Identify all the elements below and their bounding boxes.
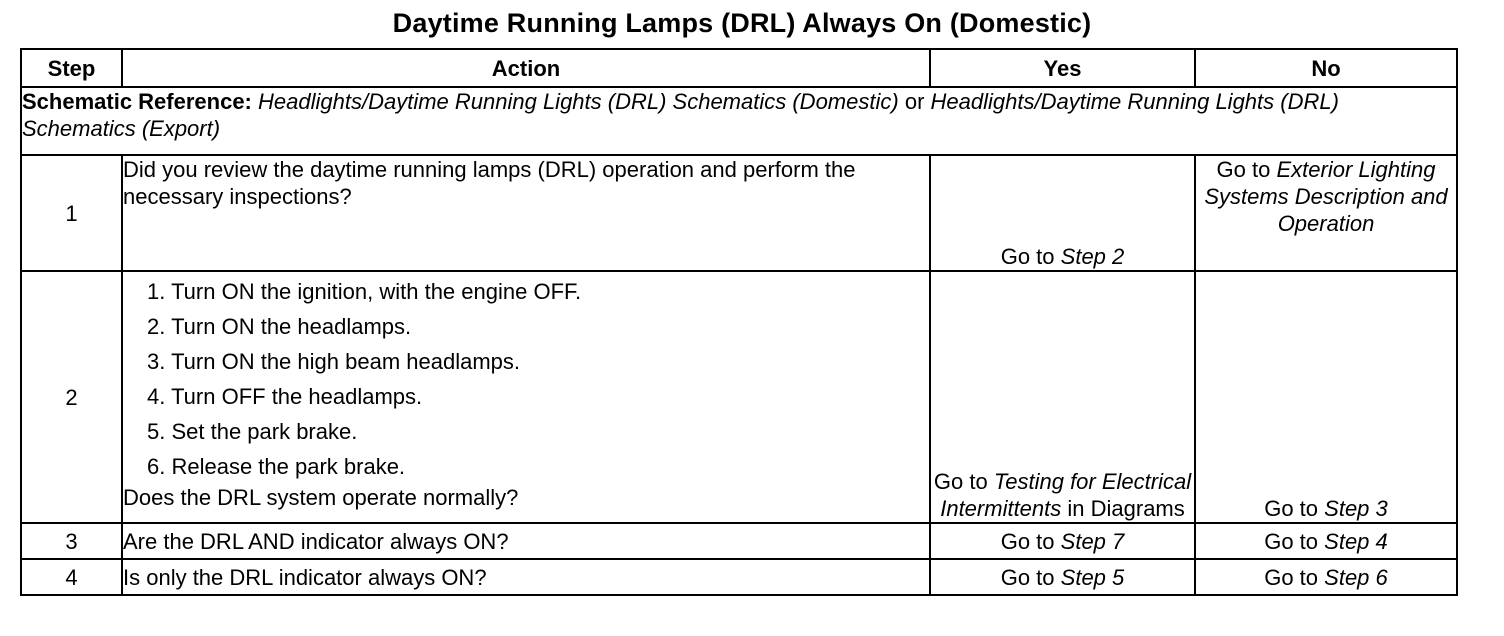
no-prefix: Go to [1216,157,1271,182]
schematic-reference-cell [21,87,1457,155]
no-cell [1195,523,1457,559]
table-row [21,155,1457,271]
yes-target-link[interactable]: Testing for Electrical Intermittents [940,469,1192,521]
schematic-reference-label: Schematic Reference: [22,89,252,114]
schematic-reference-link-domestic[interactable]: Headlights/Daytime Running Lights (DRL) Schematics (Domestic) [258,89,899,114]
header-yes: Yes [930,49,1195,87]
no-cell [1195,271,1457,523]
table-header-row [21,49,1457,87]
procedure-item: 6. Release the park brake. [147,454,406,479]
procedure-item: 4. Turn OFF the headlamps. [147,384,423,409]
yes-target-link[interactable]: Step 5 [1060,564,1125,590]
no-target-link[interactable]: Step 3 [1324,496,1388,521]
schematic-reference-link-export[interactable]: Headlights/Daytime Running Lights (DRL) Schematics (Export) [22,89,1339,141]
no-target-link[interactable]: Step 4 [1324,528,1388,554]
procedure-item: 2. Turn ON the headlamps. [147,314,412,339]
yes-cell [930,559,1195,595]
procedure-item: 3. Turn ON the high beam headlamps. [147,349,520,374]
yes-prefix: Go to [1000,564,1055,590]
table-row [21,271,1457,523]
action-question: Did you review the daytime running lamps (DRL) operation and perform the necessary inspections? [123,157,856,209]
page-title: Daytime Running Lamps (DRL) Always On (Domestic) [392,8,1092,38]
yes-cell [930,155,1195,271]
schematic-reference-row [21,87,1457,155]
step-number: 3 [21,523,122,559]
no-cell [1195,155,1457,271]
yes-target-link[interactable]: Step 7 [1060,528,1125,554]
header-action: Action [122,49,930,87]
schematic-reference-connector: or [904,89,925,114]
step-number: 2 [21,271,122,523]
yes-target-link[interactable]: Step 2 [1060,244,1125,269]
yes-prefix: Go to [1000,244,1055,269]
header-step: Step [21,49,122,87]
yes-prefix: Go to [933,469,988,494]
diagnostic-table [20,48,1458,596]
yes-cell [930,271,1195,523]
procedure-item: 5. Set the park brake. [147,419,358,444]
action-question: Are the DRL AND indicator always ON? [123,528,509,554]
action-question: Is only the DRL indicator always ON? [123,564,487,590]
procedure-list [123,274,929,484]
yes-suffix: in Diagrams [1067,496,1185,521]
table-row [21,559,1457,595]
step-number: 1 [21,155,122,271]
no-prefix: Go to [1264,528,1319,554]
no-prefix: Go to [1264,564,1319,590]
action-cell [122,559,930,595]
action-cell [122,271,930,523]
table-row [21,523,1457,559]
no-target-link[interactable]: Step 6 [1324,564,1388,590]
step-number: 4 [21,559,122,595]
action-cell [122,523,930,559]
action-question: Does the DRL system operate normally? [123,485,519,510]
action-cell [122,155,930,271]
no-cell [1195,559,1457,595]
yes-cell [930,523,1195,559]
header-no: No [1195,49,1457,87]
yes-prefix: Go to [1000,528,1055,554]
no-target-link[interactable]: Exterior Lighting Systems Description and Operation [1204,157,1448,236]
procedure-item: 1. Turn ON the ignition, with the engine OFF. [147,279,582,304]
no-prefix: Go to [1264,496,1319,521]
